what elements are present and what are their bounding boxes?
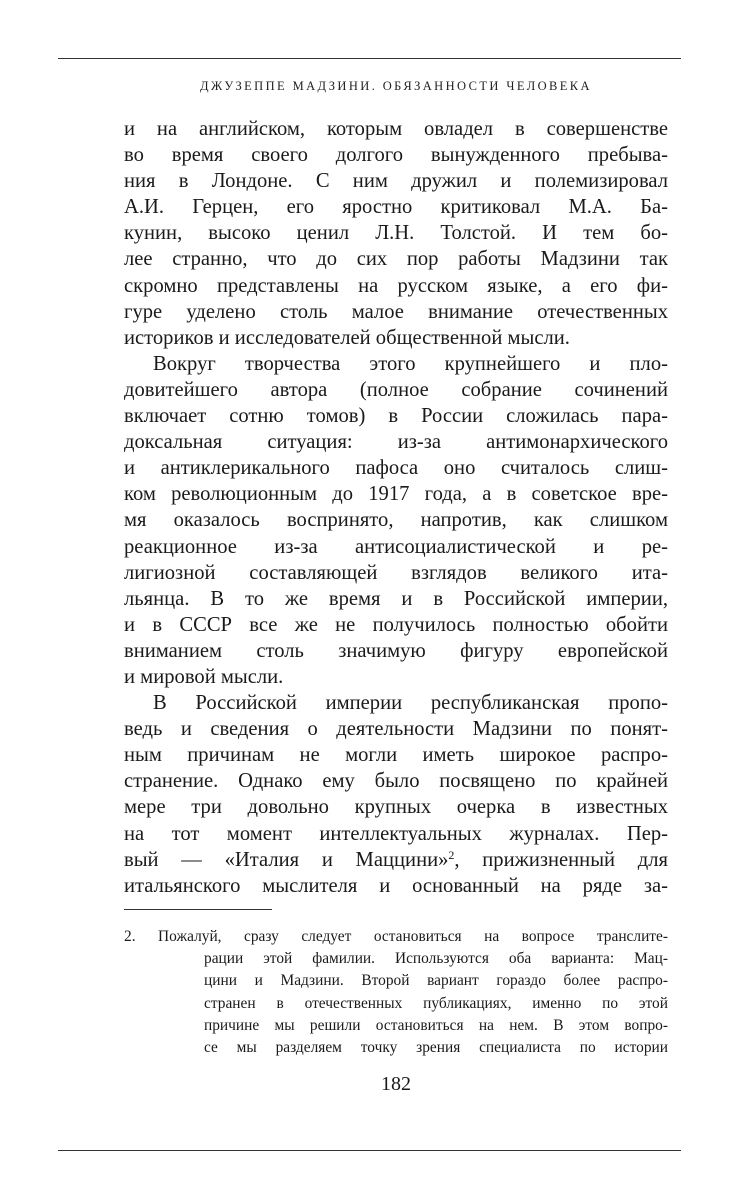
text-line: лее странно, что до сих пор работы Мадзини так bbox=[124, 248, 668, 271]
bottom-rule bbox=[58, 1150, 681, 1151]
text-line: скромно представлены на русском языке, а его фи- bbox=[124, 274, 668, 297]
top-rule bbox=[58, 58, 681, 59]
text-line: льянца. В то же время и в Российской империи, bbox=[124, 587, 668, 610]
main-text bbox=[124, 116, 668, 899]
text-line: А.И. Герцен, его яростно критиковал М.А. Ба- bbox=[124, 196, 668, 219]
text-line: мя оказалось воспринято, напротив, как слишком bbox=[124, 509, 668, 532]
text-line: довитейшего автора (полное собрание сочинений bbox=[124, 378, 668, 401]
footnote-line: причине мы решили остановиться на нем. В этом вопро- bbox=[204, 1016, 668, 1034]
paragraph-start-line: В Российской империи республиканская пропо- bbox=[153, 692, 668, 715]
page-number: 182 bbox=[381, 1073, 411, 1095]
text-line: и на английском, которым овладел в совершенстве bbox=[124, 118, 668, 140]
footnote-separator bbox=[124, 909, 272, 910]
footnote-block bbox=[124, 926, 668, 1059]
text-line: итальянского мыслителя и основанный на ряде за- bbox=[124, 874, 668, 897]
text-line: и мировой мысли. bbox=[124, 665, 284, 688]
text-line-with-footnote-ref bbox=[124, 847, 668, 873]
footnote-line: рации этой фамилии. Используются оба варианта: Мац- bbox=[204, 950, 668, 968]
footnote-line: се мы разделяем точку зрения специалиста по истории bbox=[204, 1038, 668, 1056]
text-line: реакционное из-за антисоциалистической и ре- bbox=[124, 535, 668, 558]
footnote-line: странен в отечественных публикациях, именно по этой bbox=[204, 994, 668, 1012]
text-line: ведь и сведения о деятельности Мадзини по понят- bbox=[124, 718, 668, 741]
text-line: вниманием столь значимую фигуру европейской bbox=[124, 639, 668, 662]
text-segment: вый — «Италия и Маццини» bbox=[124, 848, 449, 871]
text-line: ным причинам не могли иметь широкое распро- bbox=[124, 744, 668, 767]
text-line: доксальная ситуация: из-за антимонархического bbox=[124, 431, 668, 454]
paragraph-start-line: Вокруг творчества этого крупнейшего и пло- bbox=[153, 352, 668, 375]
text-segment: , прижизненный для bbox=[454, 848, 668, 871]
footnote-line: цини и Мадзини. Второй вариант гораздо более распро- bbox=[204, 972, 668, 990]
text-line: во время своего долгого вынужденного пребыва- bbox=[124, 144, 668, 167]
text-line: включает сотню томов) в России сложилась пара- bbox=[124, 405, 668, 428]
running-head: ДЖУЗЕППЕ МАДЗИНИ. ОБЯЗАННОСТИ ЧЕЛОВЕКА bbox=[200, 79, 592, 93]
text-line: гуре уделено столь малое внимание отечественных bbox=[124, 300, 668, 323]
text-line: ком революционным до 1917 года, а в советское вре- bbox=[124, 483, 668, 506]
footnote-line: 2. Пожалуй, сразу следует остановиться на вопросе транслите- bbox=[124, 928, 668, 945]
text-line: на тот момент интеллектуальных журналах. Пер- bbox=[124, 822, 668, 845]
text-line: мере три довольно крупных очерка в известных bbox=[124, 796, 668, 819]
text-line: ния в Лондоне. С ним дружил и полемизировал bbox=[124, 170, 668, 193]
footnote-reference[interactable]: 2 bbox=[448, 847, 455, 862]
text-line: и в СССР все же не получилось полностью обойти bbox=[124, 613, 668, 636]
text-line: историков и исследователей общественной мысли. bbox=[124, 326, 570, 349]
text-line: лигиозной составляющей взглядов великого ита- bbox=[124, 561, 668, 584]
text-line: и антиклерикального пафоса оно считалось слиш- bbox=[124, 457, 668, 480]
text-line: кунин, высоко ценил Л.Н. Толстой. И тем бо- bbox=[124, 222, 668, 245]
text-line: странение. Однако ему было посвящено по крайней bbox=[124, 770, 668, 793]
